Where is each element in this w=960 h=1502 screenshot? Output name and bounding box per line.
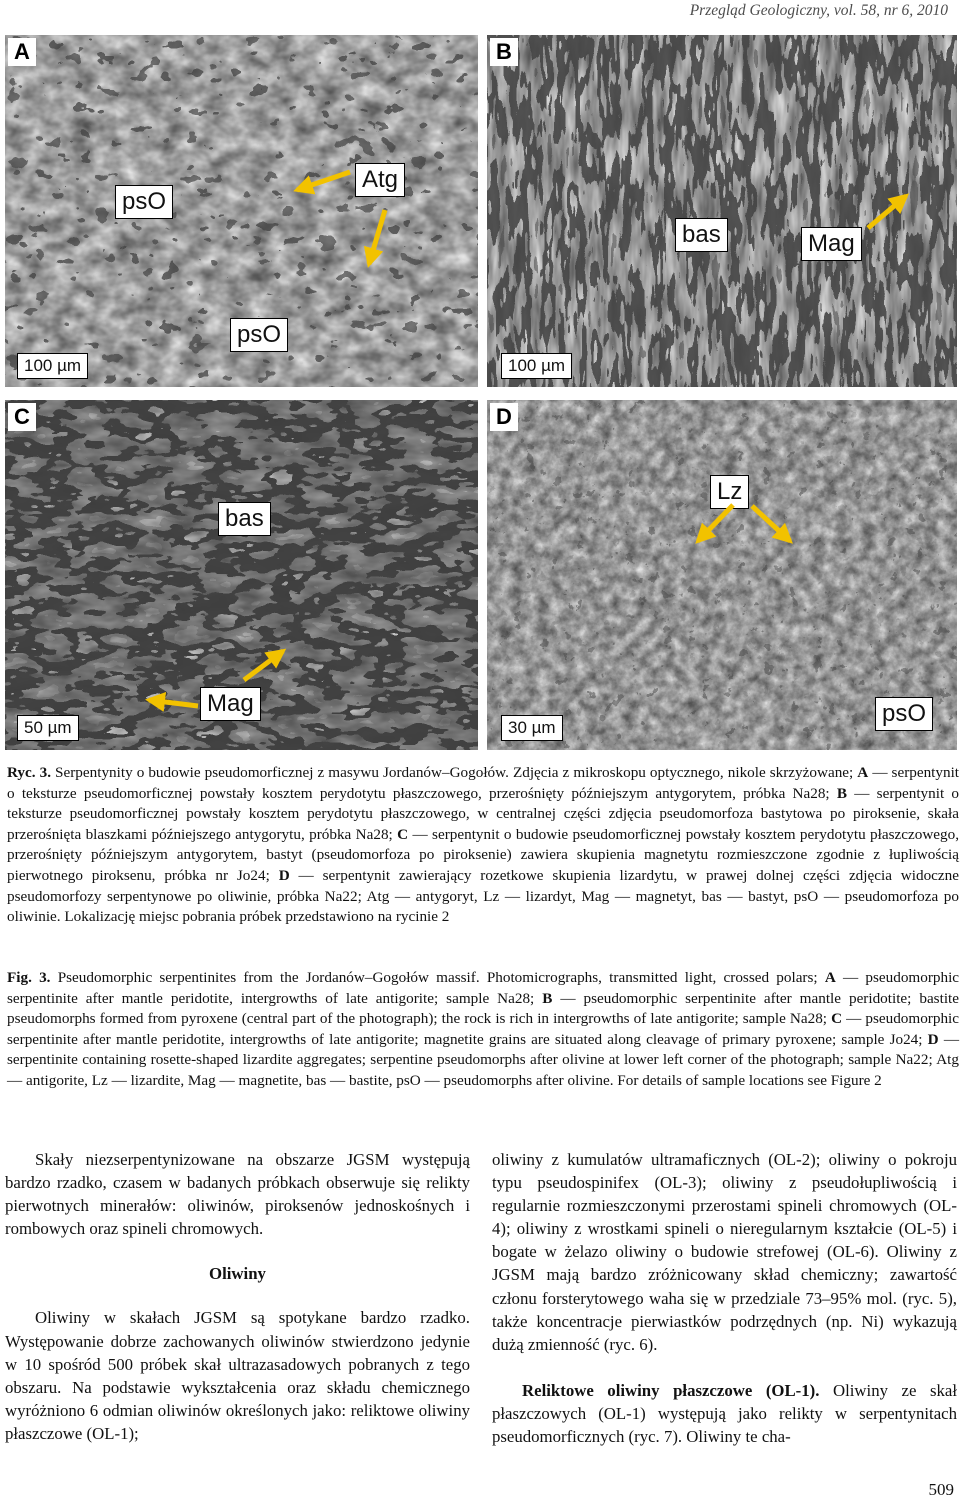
caption-pl-a-text: — serpentynit o teksturze pseudomorficznej powstały kosztem perydotytu płaszczowego, przerośnięty późniejszym antygorytem, próbka Na28; bbox=[7, 764, 960, 802]
label-bas-c: bas bbox=[218, 502, 271, 536]
caption-pl-d-label: D bbox=[278, 866, 290, 884]
panel-letter-b: B bbox=[490, 38, 518, 66]
caption-english bbox=[7, 968, 959, 1092]
label-pso-a-top: psO bbox=[115, 185, 173, 219]
label-pso-a-bottom: psO bbox=[230, 318, 288, 352]
caption-pl-c-label: C bbox=[397, 825, 409, 843]
caption-pl-d-text: — serpentynit zawierający rozetkowe skupienia lizardytu, w prawej dolnej części zdjęcia widoczne pseudomorfozy serpentynowe po oliwinie, próbka Na22; Atg — antygoryt, Lz — lizardyt, Mag — magnetyt, bas — bastyt, psO — pseudomorfoza po oliwinie. Lokalizację miejsc pobrania próbek przedstawiono na rycinie 2 bbox=[7, 866, 959, 926]
photo-panel-a bbox=[5, 35, 478, 387]
caption-pl-c-text: — serpentynit o budowie pseudomorficznej powstały kosztem perydotytu płaszczowego, przerośnięty późniejszym antygorytem, bastyt (pseudomorfoza po piroksenie) zawiera skupienia magnetytu rozmieszczone zgodnie z łupliwością pierwotnego piroksenu, próbka nr Jo24; bbox=[7, 825, 960, 884]
caption-pl-b-label: B bbox=[836, 784, 848, 802]
caption-en-c-label: C bbox=[831, 1010, 843, 1028]
page-number: 509 bbox=[928, 1480, 954, 1499]
left-paragraph-1: Skały niezserpentynizowane na obszarze JGSM występują bardzo rzadko, czasem w badanych próbkach obserwuje się relikty pierwotnych minerałów: oliwinów, piroksenów jednoskośnych i rombowych oraz spineli chromowych. bbox=[5, 1150, 470, 1239]
photo-panel-d bbox=[487, 400, 957, 750]
photo-b-texture bbox=[487, 35, 957, 387]
caption-en-d-text: — serpentinite containing rosette-shaped lizardite aggregates; serpentine pseudomorphs after olivine at lower left corner of the photograph; sample Na22; Atg — antigorite, Lz — lizardite, Mag — magnetite, bas — bastite, psO — pseudomorphs after olivine. For details of sample locations see Figure 2 bbox=[7, 1030, 959, 1089]
label-atg-a: Atg bbox=[355, 163, 405, 197]
section-heading-oliwiny: Oliwiny bbox=[209, 1264, 266, 1284]
right-paragraph-1: oliwiny z kumulatów ultramaficznych (OL-2); oliwiny o pokroju typu pseudospinifex (OL-3); oliwiny z pseudołupliwością i regularnie rozmieszczonymi przerostami spineli chromowych (OL-4); oliwiny z wrostkami spineli o nieregularnym kształcie (OL-5) i bogate w żelazo oliwiny o budowie strefowej (OL-6). Oliwiny z JGSM mają bardzo zróżnicowany skład chemiczny; zawartość członu forsterytowego waha się w przedziale 73–95% mol. (ryc. 5), także koncentracje pierwiastków podrzędnych (np. Ni) wykazują dużą zmienność (ryc. 6). bbox=[492, 1150, 957, 1354]
right-paragraph-2 bbox=[492, 1379, 957, 1448]
scale-bar-a: 100 µm bbox=[17, 353, 88, 379]
photo-panel-c bbox=[5, 400, 478, 750]
caption-en-a-text: — pseudomorphic serpentinite after mantle peridotite, intergrowths of late antigorite; sample Na28; bbox=[7, 969, 960, 1007]
journal-header: Przegląd Geologiczny, vol. 58, nr 6, 2010 bbox=[689, 2, 948, 19]
caption-en-b-label: B bbox=[542, 989, 553, 1007]
scale-bar-b: 100 µm bbox=[501, 353, 572, 379]
label-pso-d: psO bbox=[875, 697, 933, 731]
left-paragraph-2: Oliwiny w skałach JGSM są spotykane bardzo rzadko. Występowanie dobrze zachowanych oliwinów stwierdzono jedynie w 10 spośród 500 próbek skał ultrazasadowych pobranych z tego obszaru. Na podstawie wykształcenia oraz składu chemicznego wyróżniono 6 odmian oliwinów określonych jako: reliktowe oliwiny płaszczowe (OL-1); bbox=[5, 1308, 470, 1443]
caption-polish bbox=[7, 763, 959, 928]
caption-en-b-text: — pseudomorphic serpentinite after mantle peridotite; bastite pseudomorphs formed from pyroxene (central part of the photograph); the rock is rich in intergrowths of late antigorite; sample Na28; bbox=[7, 989, 959, 1028]
caption-en-a-label: A bbox=[824, 969, 836, 986]
caption-pl-b-text: — serpentynit o teksturze pseudomorficznej powstały kosztem perydotytu płaszczowego, w centralnej części zdjęcia pseudomorfoza bastytowa po piroksenie, skała przerośnięta blaszkami późniejszego antygorytu, próbka Na28; bbox=[7, 784, 959, 843]
caption-en-c-text: — pseudomorphic serpentinite after mantle peridotite, intergrowths of late antigorite; magnetite grains are situated along cleavage of primary pyroxene; sample Jo24; bbox=[7, 1010, 959, 1048]
caption-pl-a-label: A bbox=[857, 764, 869, 781]
caption-pl-text: Serpentynity o budowie pseudomorficznej z masywu Jordanów–Gogołów. Zdjęcia z mikroskopu optycznego, nikole skrzyżowane; bbox=[55, 764, 854, 781]
caption-en-prefix: Fig. 3. bbox=[7, 969, 51, 986]
label-mag-c: Mag bbox=[200, 687, 261, 721]
scale-bar-c: 50 µm bbox=[17, 715, 79, 741]
label-bas-b: bas bbox=[675, 218, 728, 252]
body-column-left bbox=[5, 1148, 470, 1445]
caption-en-d-label: D bbox=[927, 1030, 939, 1048]
body-column-right bbox=[492, 1148, 957, 1448]
photo-panel-b bbox=[487, 35, 957, 387]
panel-letter-c: C bbox=[8, 403, 36, 431]
label-mag-b: Mag bbox=[801, 227, 862, 261]
label-lz-d: Lz bbox=[710, 475, 749, 509]
panel-letter-a: A bbox=[8, 38, 36, 66]
subheading-ol1: Reliktowe oliwiny płaszczowe (OL-1). bbox=[522, 1380, 820, 1400]
panel-letter-d: D bbox=[490, 403, 518, 431]
scale-bar-d: 30 µm bbox=[501, 715, 563, 741]
caption-en-text: Pseudomorphic serpentinites from the Jordanów–Gogołów massif. Photomicrographs, transmitted light, crossed polars; bbox=[57, 969, 818, 986]
right-paragraph-2-text: Oliwiny ze skał płaszczowych (OL-1) występują jako relikty w serpentynitach pseudomorficznych (ryc. 7). Oliwiny te cha- bbox=[492, 1380, 957, 1447]
caption-pl-prefix: Ryc. 3. bbox=[7, 764, 51, 781]
